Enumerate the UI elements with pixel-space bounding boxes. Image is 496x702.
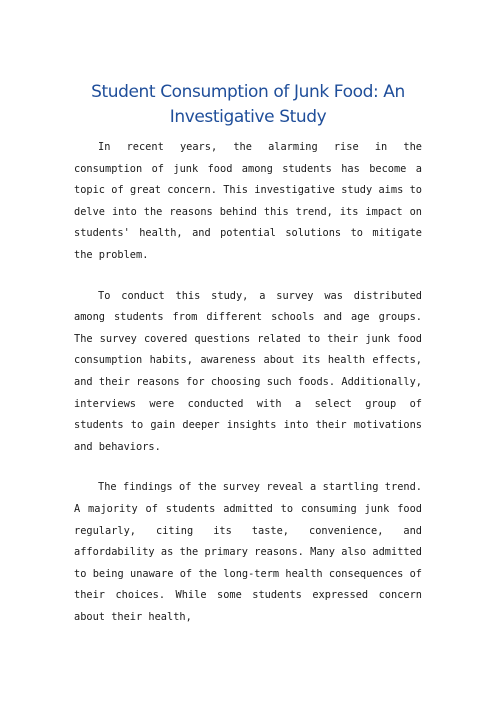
paragraph-methodology: To conduct this study, a survey was distributed among students from different schools and age groups. The survey covered questions related to their junk food consumption habits, awareness about its health effects, and their reasons for choosing such foods. Additionally, interviews were conducted with a select group of students to gain deeper insights into their motivations and behaviors. <box>74 289 422 453</box>
document-title: Student Consumption of Junk Food: An Investigative Study <box>91 82 405 127</box>
document-body <box>74 137 422 647</box>
paragraph-findings: The findings of the survey reveal a startling trend. A majority of students admitted to consuming junk food regularly, citing its taste, convenience, and affordability as the primary reasons. Many also admitted to being unaware of the long-term health consequences of their choices. While some students expressed concern about their health, <box>74 481 422 623</box>
paragraph-introduction: In recent years, the alarming rise in the consumption of junk food among students has become a topic of great concern. This investigative study aims to delve into the reasons behind this trend, its impact on students' health, and potential solutions to mitigate the problem. <box>74 141 422 261</box>
